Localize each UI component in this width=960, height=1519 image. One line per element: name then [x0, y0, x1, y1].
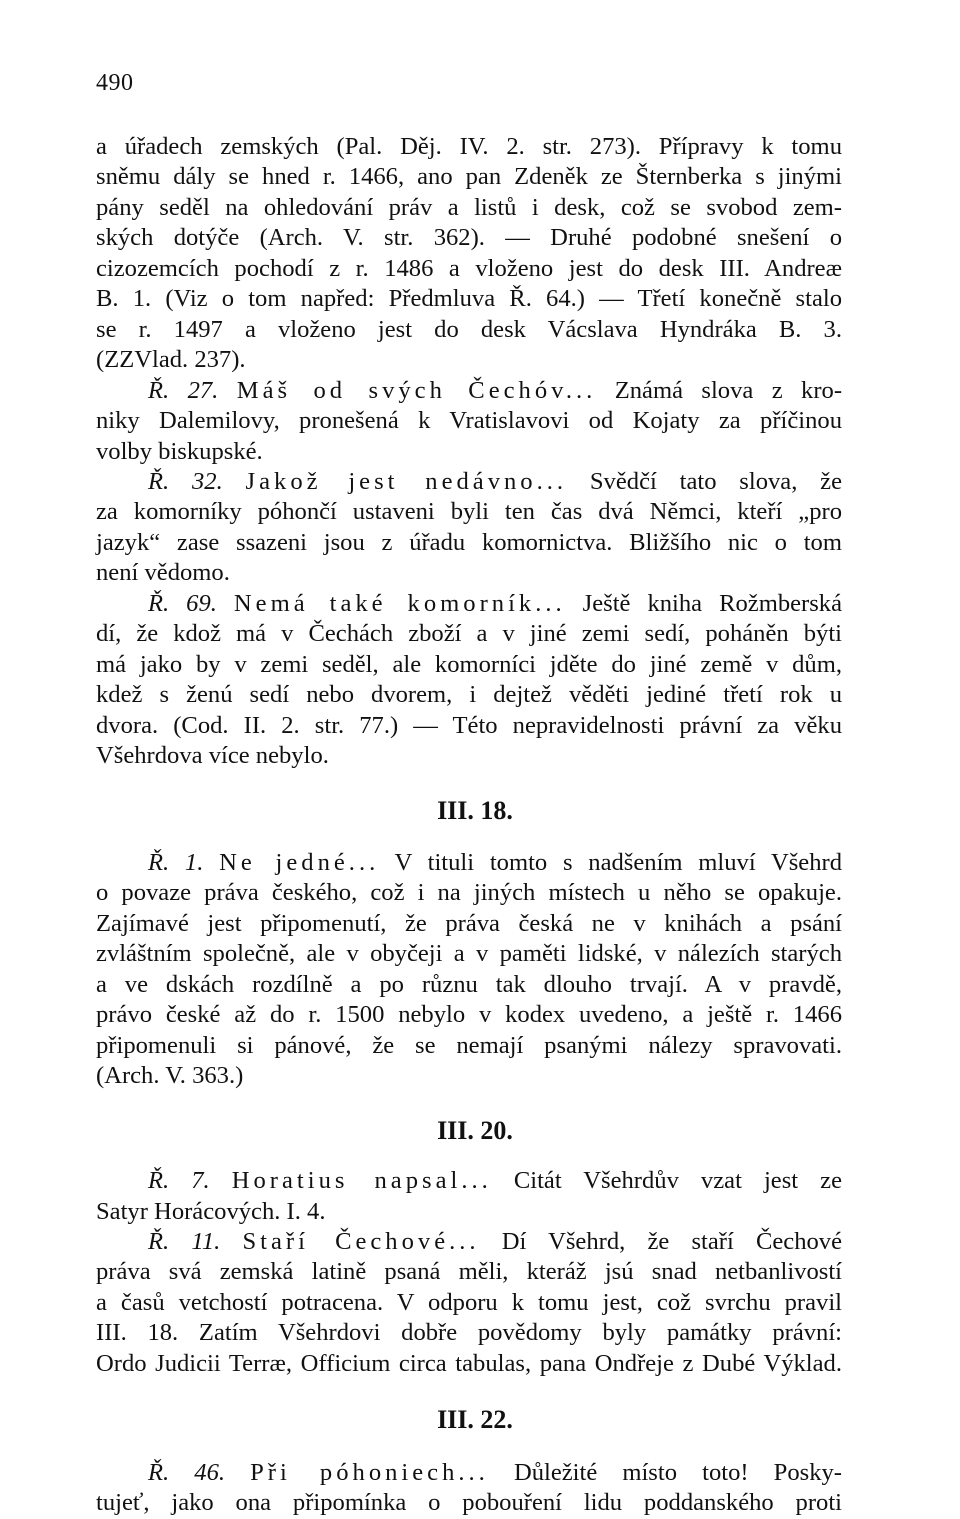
text-line: pány seděl na ohledování práv a listů i desk, což se svobod zem-: [96, 193, 842, 221]
section-heading: III. 18.: [437, 795, 513, 825]
note-reference: Ř. 7.: [148, 1167, 210, 1195]
note-first-line: [96, 1166, 842, 1196]
note-first-line: [96, 376, 842, 406]
commentary-note: [96, 467, 842, 589]
text-line: právo české až do r. 1500 nebylo v kodex uvedeno, a ještě r. 1466: [96, 1001, 842, 1029]
note-lemma: Ne jedné...: [219, 848, 380, 876]
text-line: práva svá zemská latině psaná měli, kteráž jsú snad netbanlivostí: [96, 1258, 842, 1286]
text-line: ských dotýče (Arch. V. str. 362). — Druhé podobné snešení o: [96, 224, 842, 252]
text-line: III. 18. Zatím Všehrdovi dobře povědomy byly památky právní:: [96, 1319, 842, 1347]
text-line: a úřadech zemských (Pal. Děj. IV. 2. str. 273). Přípravy k tomu: [96, 133, 842, 160]
note-reference: Ř. 32.: [148, 467, 223, 495]
note-first-line: [96, 589, 842, 619]
text-line: niky Dalemilovy, pronešená k Vratislavovi od Kojaty za příčinou: [96, 407, 842, 435]
text-line: Satyr Horácových. I. 4.: [96, 1197, 326, 1225]
text-line: sněmu dály se hned r. 1466, ano pan Zdeněk ze Šternberka s jinými: [96, 163, 842, 191]
note-lemma: Jakož jest nedávno...: [245, 467, 568, 495]
section-heading: III. 20.: [437, 1115, 513, 1145]
text-line: volby biskupské.: [96, 437, 263, 465]
text-line: zvláštním společně, ale v obyčeji a v paměti lidské, v nálezích starých: [96, 940, 842, 968]
note-reference: Ř. 1.: [148, 848, 204, 876]
commentary-note: [96, 1458, 842, 1519]
note-first-line: [96, 467, 842, 497]
commentary-note: [96, 1227, 842, 1379]
note-text: Známá slova z kro-: [614, 376, 843, 404]
paragraph-intro: [96, 132, 842, 376]
note-text: Důležité místo toto! Posky-: [513, 1458, 842, 1486]
text-line: kdež s ženú sedí nebo dvorem, i dejtež věděti jediné třetí rok u: [96, 681, 842, 709]
note-lemma: Staří Čechové...: [242, 1227, 480, 1255]
page-body: [96, 132, 842, 1519]
text-line: připomenuli si pánové, že se nemají psanými nálezy spravovati.: [96, 1031, 842, 1059]
note-first-line: [96, 1458, 842, 1488]
note-text: Dí Všehrd, že staří Čechové: [501, 1227, 843, 1255]
text-line: má jako by v zemi seděl, ale komorníci jděte do jiné země v dům,: [96, 650, 842, 678]
note-reference: Ř. 46.: [148, 1458, 226, 1486]
text-line: dvora. (Cod. II. 2. str. 77.) — Této nepravidelnosti právní za věku: [96, 711, 842, 739]
page-number: 490: [96, 70, 134, 96]
commentary-note: [96, 848, 842, 1092]
text-line: Zajímavé jest připomenutí, že práva česká ne v knihách a psání: [96, 909, 842, 937]
note-text: V tituli tomto s nadšením mluví Všehrd: [394, 848, 842, 876]
text-line: a ve dskách rozdílně a po různu tak dlouho trvají. A v pravdě,: [96, 970, 842, 998]
text-line: Všehrdova více nebylo.: [96, 742, 329, 770]
text-line: a časů vetchostí potracena. V odporu k tomu jest, což svrchu pravil: [96, 1288, 842, 1316]
note-text: Ještě kniha Rožmberská: [582, 589, 843, 617]
note-lemma: Nemá také komorník...: [233, 589, 566, 617]
text-line: Ordo Judicii Terræ, Officium circa tabulas, pana Ondřeje z Dubé Výklad.: [96, 1349, 842, 1377]
note-first-line: [96, 848, 842, 878]
text-line: (ZZVlad. 237).: [96, 346, 246, 374]
note-reference: Ř. 27.: [148, 376, 219, 404]
text-line: cizozemcích pochodí z r. 1486 a vloženo jest do desk III. Andreæ: [96, 254, 842, 282]
note-lemma: Při póhoniech...: [250, 1458, 489, 1486]
text-line: (Arch. V. 363.): [96, 1062, 244, 1090]
note-reference: Ř. 11.: [148, 1227, 221, 1255]
text-line: dí, že kdož má v Čechách zboží a v jiné zemi sedí, poháněn býti: [96, 620, 842, 648]
text-line: není vědomo.: [96, 559, 230, 587]
text-line: tujeť, jako ona připomínka o pobouření lidu poddanského proti: [96, 1489, 842, 1517]
note-lemma: Horatius napsal...: [231, 1167, 492, 1195]
note-reference: Ř. 69.: [148, 589, 217, 617]
text-line: o povaze práva českého, což i na jiných místech u něho se opakuje.: [96, 879, 842, 907]
commentary-note: [96, 1166, 842, 1227]
text-line: za komorníky póhončí ustaveni byli ten čas dvá Němci, kteří „pro: [96, 498, 842, 526]
section-heading: III. 22.: [437, 1405, 513, 1435]
note-text: Svědčí tato slova, že: [589, 467, 842, 495]
commentary-note: [96, 589, 842, 772]
note-lemma: Máš od svých Čechóv...: [236, 376, 597, 404]
text-line: jazyk“ zase ssazeni jsou z úřadu komornictva. Bližšího nic o tom: [96, 528, 842, 556]
note-text: Citát Všehrdův vzat jest ze: [513, 1167, 842, 1195]
text-line: se r. 1497 a vloženo jest do desk Vácslava Hyndráka B. 3.: [96, 315, 842, 343]
text-line: B. 1. (Viz o tom napřed: Předmluva Ř. 64.) — Třetí konečně stalo: [96, 285, 842, 313]
commentary-note: [96, 376, 842, 467]
note-first-line: [96, 1227, 842, 1257]
